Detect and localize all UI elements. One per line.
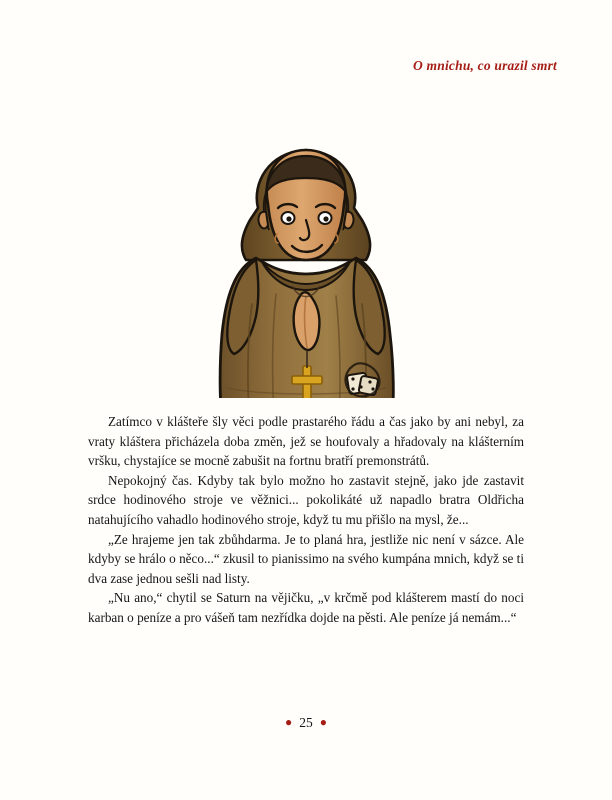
paragraph-4: „Nu ano,“ chytil se Saturn na vějičku, „v krčmě pod klášterem mastí do noci karban o peníze a pro vášeň tam nezřídka dojde na pěsti. Ale peníze já nemám...“ [88, 590, 524, 625]
running-head: O mnichu, co urazil smrt [413, 58, 557, 73]
paragraph-3: „Ze hrajeme jen tak zbůhdarma. Je to planá hra, jestliže nic není v sázce. Ale kdyby se hrálo o něco...“ zkusil to pianissimo na svého kumpána mnich, když se ti dva zase jednou sešli nad listy. [88, 531, 524, 586]
page-footer [0, 714, 612, 731]
page-number: 25 [299, 714, 313, 730]
footer-dot-right: ● [319, 715, 327, 730]
monk-praying-illustration [0, 88, 612, 398]
body-text [88, 412, 524, 628]
footer-dot-left: ● [285, 715, 293, 730]
paragraph-1: Zatímco v klášteře šly věci podle prastarého řádu a čas jako by ani nebyl, za vraty kláštera přicházela doba změn, jež se houfovaly a hřadovaly na klášterním vršku, chystajíce se mocně zabušit na fortnu bratří premonstrátů. [88, 414, 524, 469]
paragraph-2: Nepokojný čas. Kdyby tak bylo možno ho zastavit stejně, jako jde zastavit srdce hodinového stroje ve věžnici... pokolikáté už napadlo bratra Oldřicha natahujícího vahadlo hodinového stroje, když tu mu přišlo na mysl, že... [88, 472, 524, 527]
